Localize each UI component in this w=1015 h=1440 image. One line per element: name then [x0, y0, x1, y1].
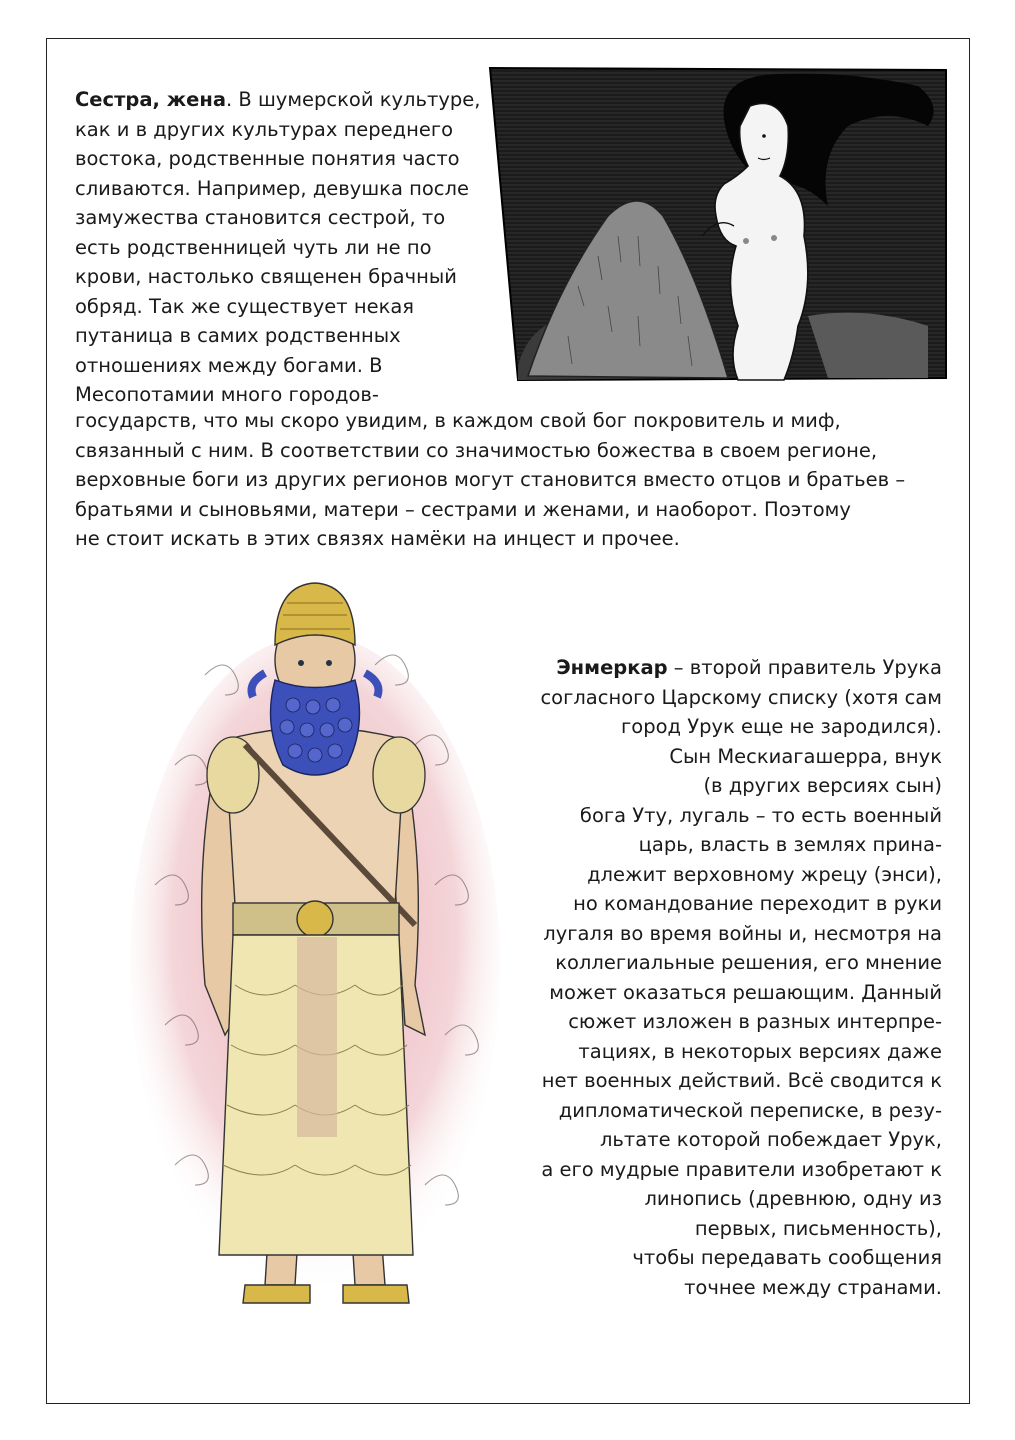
enmerkar-line: тациях, в некоторых версиях даже	[578, 1039, 942, 1063]
intro-line: крови, настолько священен брачный	[75, 265, 457, 288]
term-enmerkar: Энмеркар	[556, 656, 668, 679]
comic-panel-illustration	[488, 66, 948, 382]
enmerkar-line: дипломатической переписке, в резу-	[558, 1098, 942, 1122]
intro-line: как и в других культурах переднего	[75, 117, 454, 141]
enmerkar-line: город Урук еще не зародился).	[621, 715, 942, 738]
intro-paragraph-bottom	[75, 406, 905, 554]
enmerkar-line: а его мудрые правители изобретают к	[541, 1157, 942, 1181]
intro-line: востока, родственные понятия часто	[75, 147, 460, 170]
enmerkar-line: (в других версиях сын)	[703, 774, 942, 797]
enmerkar-line: Сын Мескиагашерра, внук	[669, 744, 942, 768]
intro-line: замужества становится сестрой, то	[75, 206, 446, 229]
enmerkar-line: царь, власть в землях прина-	[638, 833, 942, 856]
enmerkar-line: линопись (древнюю, одну из	[644, 1187, 942, 1210]
enmerkar-paragraph	[430, 653, 942, 1302]
enmerkar-line: льтате которой побеждает Урук,	[599, 1128, 942, 1151]
intro-line: есть родственницей чуть ли не по	[75, 235, 432, 259]
intro-line: государств, что мы скоро увидим, в каждом свой бог покровитель и миф,	[75, 409, 841, 432]
enmerkar-line: длежит верховному жрецу (энси),	[587, 862, 942, 886]
intro-line: путаница в самих родственных	[75, 324, 401, 347]
enmerkar-line: лугаля во время войны и, несмотря на	[543, 921, 942, 945]
intro-paragraph-top	[75, 85, 480, 410]
enmerkar-line: первых, письменность),	[694, 1216, 942, 1240]
enmerkar-line: бога Уту, лугаль – то есть военный	[579, 803, 942, 827]
intro-line: Сестра, жена. В шумерской культуре,	[75, 88, 481, 111]
enmerkar-line: коллегиальные решения, его мнение	[555, 951, 942, 974]
intro-line: обряд. Так же существует некая	[75, 294, 415, 318]
enmerkar-line: Энмеркар – второй правитель Урука	[556, 656, 942, 679]
enmerkar-line: но командование переходит в руки	[573, 892, 942, 915]
enmerkar-line: нет военных действий. Всё сводится к	[541, 1069, 942, 1092]
intro-line: отношениях между богами. В	[75, 353, 383, 377]
enmerkar-line: сюжет изложен в разных интерпре-	[568, 1010, 942, 1033]
intro-line: верховные боги из других регионов могут становится вместо отцов и братьев –	[75, 468, 906, 491]
intro-line: сливаются. Например, девушка после	[75, 176, 469, 200]
intro-line: не стоит искать в этих связях намёки на инцест и прочее.	[75, 527, 680, 550]
enmerkar-line: может оказаться решающим. Данный	[549, 980, 942, 1004]
enmerkar-line: согласного Царскому списку (хотя сам	[540, 685, 942, 709]
intro-line: братьями и сыновьями, матери – сестрами и женами, и наоборот. Поэтому	[75, 497, 851, 521]
intro-line: связанный с ним. В соответствии со значимостью божества в своем регионе,	[75, 438, 878, 462]
intro-line: Месопотамии много городов-	[75, 383, 379, 406]
term-sister-wife: Сестра, жена	[75, 88, 226, 111]
enmerkar-line: чтобы передавать сообщения	[632, 1246, 942, 1269]
enmerkar-line: точнее между странами.	[684, 1275, 942, 1299]
